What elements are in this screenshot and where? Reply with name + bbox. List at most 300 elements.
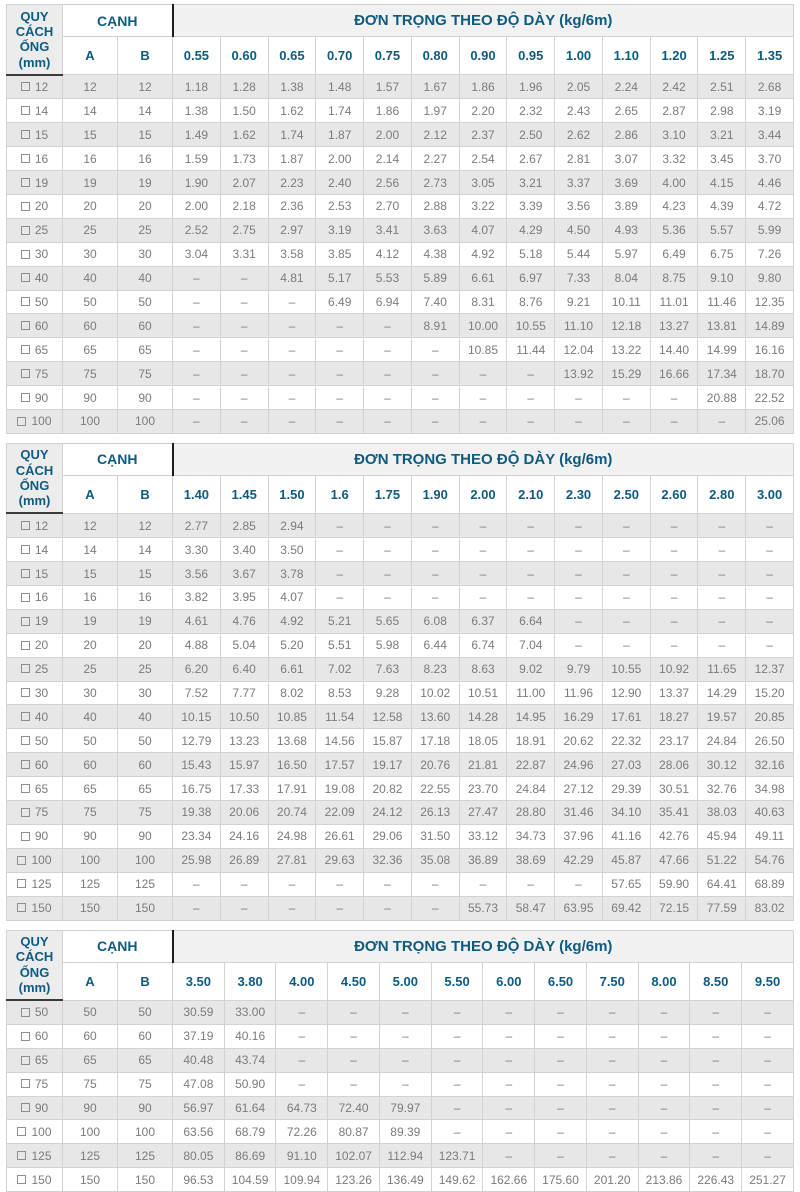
weight-value-cell: 5.65: [364, 609, 412, 633]
size-cell: [7, 1024, 63, 1048]
side-a-cell: 100: [63, 1120, 118, 1144]
size-cell: [7, 194, 63, 218]
size-label: 75: [34, 805, 49, 820]
weight-value-cell: 4.61: [173, 609, 221, 633]
weight-value-cell: 72.15: [650, 896, 698, 920]
weight-band-header: ĐƠN TRỌNG THEO ĐỘ DÀY (kg/6m): [173, 443, 794, 475]
side-a-cell: 12: [63, 75, 118, 99]
table-row: [7, 123, 794, 147]
weight-value-cell: –: [650, 562, 698, 586]
weight-value-cell: 3.50: [268, 538, 316, 562]
weight-value-cell: –: [220, 338, 268, 362]
weight-value-cell: 29.06: [364, 824, 412, 848]
weight-value-cell: 8.75: [650, 266, 698, 290]
table-row: [7, 290, 794, 314]
table-row: [7, 538, 794, 562]
weight-value-cell: –: [638, 1120, 690, 1144]
weight-value-cell: –: [555, 513, 603, 537]
weight-value-cell: 6.20: [173, 657, 221, 681]
weight-value-cell: 12.18: [602, 314, 650, 338]
weight-value-cell: –: [586, 1144, 638, 1168]
weight-value-cell: –: [555, 386, 603, 410]
weight-value-cell: 104.59: [224, 1168, 276, 1192]
weight-value-cell: 102.07: [328, 1144, 380, 1168]
weight-value-cell: –: [483, 1000, 535, 1024]
size-label: 12: [34, 518, 49, 533]
table-row: [7, 609, 794, 633]
weight-value-cell: 2.51: [698, 75, 746, 99]
size-cell: [7, 362, 63, 386]
weight-value-cell: 4.81: [268, 266, 316, 290]
weight-value-cell: –: [364, 513, 412, 537]
side-b-cell: 14: [118, 99, 173, 123]
weight-value-cell: –: [431, 1024, 483, 1048]
side-a-cell: 19: [63, 171, 118, 195]
size-label: 75: [34, 1077, 49, 1092]
weight-value-cell: 5.20: [268, 633, 316, 657]
weight-value-cell: 63.95: [555, 896, 603, 920]
size-label: 90: [34, 390, 49, 405]
weight-value-cell: –: [650, 633, 698, 657]
weight-value-cell: 14.95: [507, 705, 555, 729]
size-label: 90: [34, 829, 49, 844]
square-icon: [21, 736, 30, 745]
weight-value-cell: 6.49: [316, 290, 364, 314]
weight-value-cell: 9.21: [555, 290, 603, 314]
weight-value-cell: 30.59: [173, 1000, 225, 1024]
weight-value-cell: 2.85: [220, 513, 268, 537]
weight-value-cell: 4.07: [459, 218, 507, 242]
weight-value-cell: 2.37: [459, 123, 507, 147]
weight-value-cell: –: [459, 513, 507, 537]
table-row: [7, 633, 794, 657]
thickness-header: 4.00: [276, 962, 328, 1000]
weight-value-cell: 7.52: [173, 681, 221, 705]
weight-value-cell: 17.57: [316, 753, 364, 777]
weight-value-cell: –: [650, 586, 698, 610]
weight-value-cell: –: [650, 538, 698, 562]
weight-value-cell: –: [602, 513, 650, 537]
square-icon: [21, 297, 30, 306]
weight-value-cell: 1.57: [364, 75, 412, 99]
weight-value-cell: 20.06: [220, 801, 268, 825]
side-b-cell: 90: [118, 824, 173, 848]
weight-value-cell: –: [431, 1096, 483, 1120]
weight-value-cell: 1.50: [220, 99, 268, 123]
weight-value-cell: 15.43: [173, 753, 221, 777]
weight-value-cell: 20.62: [555, 729, 603, 753]
weight-value-cell: 7.26: [746, 242, 794, 266]
side-b-cell: 12: [118, 75, 173, 99]
weight-value-cell: 112.94: [379, 1144, 431, 1168]
weight-value-cell: 11.10: [555, 314, 603, 338]
size-label: 90: [34, 1101, 49, 1115]
weight-value-cell: 3.89: [602, 194, 650, 218]
weight-value-cell: –: [602, 609, 650, 633]
size-label: 50: [34, 1005, 49, 1020]
weight-value-cell: –: [698, 409, 746, 433]
side-b-cell: 20: [118, 194, 173, 218]
weight-value-cell: 13.23: [220, 729, 268, 753]
weight-value-cell: 32.76: [698, 777, 746, 801]
square-icon: [21, 393, 30, 402]
weight-value-cell: 7.63: [364, 657, 412, 681]
square-icon: [21, 226, 30, 235]
table-row: [7, 705, 794, 729]
weight-value-cell: 10.85: [459, 338, 507, 362]
weight-value-cell: –: [507, 586, 555, 610]
weight-value-cell: 47.08: [173, 1072, 225, 1096]
weight-value-cell: 3.05: [459, 171, 507, 195]
weight-value-cell: 2.00: [364, 123, 412, 147]
weight-value-cell: 13.81: [698, 314, 746, 338]
weight-value-cell: 17.34: [698, 362, 746, 386]
square-icon: [17, 1175, 26, 1184]
side-b-cell: 16: [118, 586, 173, 610]
thickness-header: 2.30: [555, 475, 603, 513]
side-b-cell: 14: [118, 538, 173, 562]
weight-value-cell: 11.44: [507, 338, 555, 362]
weight-value-cell: 68.89: [746, 872, 794, 896]
square-icon: [21, 82, 30, 91]
weight-value-cell: 77.59: [698, 896, 746, 920]
table-row: [7, 409, 794, 433]
weight-value-cell: 5.51: [316, 633, 364, 657]
weight-value-cell: 3.39: [507, 194, 555, 218]
weight-value-cell: 3.58: [268, 242, 316, 266]
weight-value-cell: 91.10: [276, 1144, 328, 1168]
weight-value-cell: 13.68: [268, 729, 316, 753]
col-b-header: B: [118, 475, 173, 513]
size-cell: [7, 729, 63, 753]
weight-value-cell: –: [650, 609, 698, 633]
size-cell: [7, 171, 63, 195]
weight-value-cell: 27.47: [459, 801, 507, 825]
weight-value-cell: –: [411, 562, 459, 586]
weight-value-cell: 12.58: [364, 705, 412, 729]
size-cell: [7, 1048, 63, 1072]
weight-value-cell: 9.28: [364, 681, 412, 705]
weight-value-cell: 149.62: [431, 1168, 483, 1192]
weight-value-cell: 50.90: [224, 1072, 276, 1096]
thickness-header: 3.80: [224, 962, 276, 1000]
weight-value-cell: 14.99: [698, 338, 746, 362]
size-cell: [7, 386, 63, 410]
weight-value-cell: 1.74: [268, 123, 316, 147]
weight-value-cell: –: [459, 562, 507, 586]
side-a-cell: 125: [63, 872, 118, 896]
weight-value-cell: –: [507, 386, 555, 410]
weight-value-cell: 3.37: [555, 171, 603, 195]
weight-table: [6, 930, 794, 1192]
weight-value-cell: 16.16: [746, 338, 794, 362]
weight-value-cell: 14.89: [746, 314, 794, 338]
weight-value-cell: 2.86: [602, 123, 650, 147]
table-row: [7, 242, 794, 266]
size-label: 20: [34, 199, 49, 214]
weight-value-cell: 22.55: [411, 777, 459, 801]
weight-value-cell: 33.12: [459, 824, 507, 848]
side-a-cell: 40: [63, 705, 118, 729]
weight-value-cell: –: [650, 513, 698, 537]
weight-value-cell: –: [746, 538, 794, 562]
weight-value-cell: 1.48: [316, 75, 364, 99]
weight-value-cell: –: [411, 513, 459, 537]
side-a-cell: 30: [63, 681, 118, 705]
weight-value-cell: –: [483, 1144, 535, 1168]
thickness-header: 2.60: [650, 475, 698, 513]
table-row: [7, 1000, 794, 1024]
weight-value-cell: 1.87: [268, 147, 316, 171]
weight-value-cell: –: [586, 1120, 638, 1144]
square-icon: [21, 641, 30, 650]
weight-value-cell: 80.05: [173, 1144, 225, 1168]
square-icon: [21, 1032, 30, 1041]
table-row: [7, 1096, 794, 1120]
weight-value-cell: –: [316, 409, 364, 433]
weight-value-cell: 3.82: [173, 586, 221, 610]
thickness-header: 1.35: [746, 37, 794, 75]
thickness-header: 0.55: [173, 37, 221, 75]
weight-value-cell: 2.23: [268, 171, 316, 195]
weight-value-cell: 13.92: [555, 362, 603, 386]
thickness-header: 2.00: [459, 475, 507, 513]
weight-value-cell: 24.98: [268, 824, 316, 848]
weight-value-cell: 7.02: [316, 657, 364, 681]
size-label: 50: [34, 294, 49, 309]
size-label: 30: [34, 686, 49, 701]
weight-band-header: ĐƠN TRỌNG THEO ĐỘ DÀY (kg/6m): [173, 5, 794, 37]
weight-value-cell: 27.12: [555, 777, 603, 801]
size-label: 25: [34, 223, 49, 238]
weight-value-cell: 6.40: [220, 657, 268, 681]
thickness-header: 9.50: [742, 962, 794, 1000]
weight-value-cell: 2.98: [698, 99, 746, 123]
weight-value-cell: 1.67: [411, 75, 459, 99]
weight-value-cell: –: [328, 1048, 380, 1072]
side-b-cell: 20: [118, 633, 173, 657]
thickness-header: 1.00: [555, 37, 603, 75]
weight-value-cell: –: [602, 538, 650, 562]
weight-value-cell: 17.33: [220, 777, 268, 801]
weight-value-cell: 51.22: [698, 848, 746, 872]
weight-value-cell: –: [555, 562, 603, 586]
weight-value-cell: 1.97: [411, 99, 459, 123]
weight-value-cell: 6.75: [698, 242, 746, 266]
weight-value-cell: 37.96: [555, 824, 603, 848]
weight-table: [6, 443, 794, 921]
weight-value-cell: –: [316, 513, 364, 537]
square-icon: [21, 273, 30, 282]
weight-value-cell: –: [742, 1144, 794, 1168]
weight-value-cell: 3.69: [602, 171, 650, 195]
weight-value-cell: –: [535, 1048, 587, 1072]
table-row: [7, 657, 794, 681]
weight-value-cell: 34.73: [507, 824, 555, 848]
weight-value-cell: 251.27: [742, 1168, 794, 1192]
weight-value-cell: 201.20: [586, 1168, 638, 1192]
table-row: [7, 1024, 794, 1048]
side-b-cell: 16: [118, 147, 173, 171]
table-row: [7, 1072, 794, 1096]
side-b-cell: 75: [118, 801, 173, 825]
size-cell: [7, 75, 63, 99]
weight-value-cell: 3.56: [555, 194, 603, 218]
weight-value-cell: 3.40: [220, 538, 268, 562]
weight-value-cell: 2.36: [268, 194, 316, 218]
weight-value-cell: –: [220, 409, 268, 433]
weight-value-cell: 26.89: [220, 848, 268, 872]
thickness-header: 1.50: [268, 475, 316, 513]
square-icon: [21, 202, 30, 211]
weight-value-cell: –: [638, 1048, 690, 1072]
size-label: 65: [34, 781, 49, 796]
size-label: 125: [31, 877, 52, 892]
weight-value-cell: –: [268, 362, 316, 386]
weight-value-cell: 27.81: [268, 848, 316, 872]
weight-value-cell: –: [535, 1096, 587, 1120]
weight-value-cell: –: [746, 513, 794, 537]
weight-value-cell: –: [742, 1072, 794, 1096]
weight-value-cell: 3.44: [746, 123, 794, 147]
weight-value-cell: 1.49: [173, 123, 221, 147]
weight-value-cell: 2.87: [650, 99, 698, 123]
weight-value-cell: 24.84: [507, 777, 555, 801]
square-icon: [21, 712, 30, 721]
weight-value-cell: 5.98: [364, 633, 412, 657]
weight-value-cell: 3.07: [602, 147, 650, 171]
thickness-header: 1.40: [173, 475, 221, 513]
weight-value-cell: 8.53: [316, 681, 364, 705]
thickness-header: 2.50: [602, 475, 650, 513]
weight-value-cell: –: [535, 1000, 587, 1024]
weight-value-cell: 3.56: [173, 562, 221, 586]
weight-value-cell: 6.49: [650, 242, 698, 266]
weight-value-cell: 1.74: [316, 99, 364, 123]
weight-value-cell: 16.75: [173, 777, 221, 801]
weight-value-cell: –: [431, 1072, 483, 1096]
weight-value-cell: –: [379, 1024, 431, 1048]
weight-value-cell: –: [459, 872, 507, 896]
thickness-header: 8.50: [690, 962, 742, 1000]
weight-value-cell: –: [276, 1024, 328, 1048]
thickness-header: 8.00: [638, 962, 690, 1000]
side-b-cell: 30: [118, 681, 173, 705]
size-label: 14: [34, 103, 49, 118]
size-label: 15: [34, 566, 49, 581]
weight-value-cell: –: [364, 586, 412, 610]
weight-value-cell: 10.15: [173, 705, 221, 729]
weight-value-cell: 26.50: [746, 729, 794, 753]
weight-value-cell: –: [507, 513, 555, 537]
side-a-cell: 100: [63, 848, 118, 872]
weight-value-cell: –: [602, 633, 650, 657]
weight-value-cell: 7.40: [411, 290, 459, 314]
weight-value-cell: 2.81: [555, 147, 603, 171]
weight-value-cell: –: [459, 586, 507, 610]
weight-value-cell: 8.04: [602, 266, 650, 290]
thickness-header: 0.95: [507, 37, 555, 75]
weight-value-cell: 5.57: [698, 218, 746, 242]
size-cell: [7, 242, 63, 266]
size-label: 100: [31, 1124, 52, 1139]
weight-value-cell: 31.50: [411, 824, 459, 848]
weight-value-cell: –: [690, 1024, 742, 1048]
weight-value-cell: –: [507, 409, 555, 433]
weight-value-cell: 3.32: [650, 147, 698, 171]
size-label: 16: [34, 151, 49, 166]
weight-value-cell: 42.76: [650, 824, 698, 848]
weight-value-cell: 12.04: [555, 338, 603, 362]
weight-value-cell: –: [173, 314, 221, 338]
weight-value-cell: 54.76: [746, 848, 794, 872]
weight-value-cell: 14.40: [650, 338, 698, 362]
size-label: 150: [31, 901, 52, 916]
weight-value-cell: 2.65: [602, 99, 650, 123]
weight-value-cell: 49.11: [746, 824, 794, 848]
weight-value-cell: –: [459, 362, 507, 386]
weight-value-cell: 11.96: [555, 681, 603, 705]
weight-value-cell: 20.82: [364, 777, 412, 801]
weight-value-cell: –: [507, 562, 555, 586]
weight-value-cell: 4.12: [364, 242, 412, 266]
weight-value-cell: –: [638, 1096, 690, 1120]
weight-value-cell: 109.94: [276, 1168, 328, 1192]
side-a-cell: 90: [63, 386, 118, 410]
col-b-header: B: [118, 962, 173, 1000]
size-cell: [7, 218, 63, 242]
weight-value-cell: –: [276, 1048, 328, 1072]
weight-value-cell: 6.97: [507, 266, 555, 290]
weight-value-cell: 38.69: [507, 848, 555, 872]
weight-value-cell: 63.56: [173, 1120, 225, 1144]
square-icon: [17, 1127, 26, 1136]
weight-value-cell: 2.73: [411, 171, 459, 195]
weight-value-cell: 3.19: [316, 218, 364, 242]
weight-value-cell: 11.54: [316, 705, 364, 729]
weight-value-cell: 4.92: [268, 609, 316, 633]
weight-value-cell: 17.91: [268, 777, 316, 801]
side-a-cell: 150: [63, 896, 118, 920]
weight-value-cell: 80.87: [328, 1120, 380, 1144]
side-a-cell: 19: [63, 609, 118, 633]
weight-value-cell: 10.92: [650, 657, 698, 681]
thickness-header: 0.90: [459, 37, 507, 75]
weight-value-cell: –: [316, 872, 364, 896]
weight-value-cell: 2.75: [220, 218, 268, 242]
weight-value-cell: 20.76: [411, 753, 459, 777]
weight-value-cell: –: [535, 1144, 587, 1168]
side-a-cell: 14: [63, 538, 118, 562]
size-label: 40: [34, 709, 49, 724]
weight-value-cell: –: [364, 896, 412, 920]
size-cell: [7, 99, 63, 123]
weight-value-cell: 24.16: [220, 824, 268, 848]
square-icon: [17, 903, 26, 912]
spec-header: QUY CÁCH ỐNG (mm): [7, 443, 63, 513]
weight-value-cell: 10.00: [459, 314, 507, 338]
weight-value-cell: –: [690, 1144, 742, 1168]
weight-value-cell: 1.73: [220, 147, 268, 171]
weight-value-cell: 32.36: [364, 848, 412, 872]
weight-value-cell: 10.02: [411, 681, 459, 705]
weight-value-cell: 56.97: [173, 1096, 225, 1120]
side-b-cell: 50: [118, 290, 173, 314]
weight-value-cell: 19.08: [316, 777, 364, 801]
weight-value-cell: 3.70: [746, 147, 794, 171]
weight-value-cell: 4.50: [555, 218, 603, 242]
weight-value-cell: –: [364, 562, 412, 586]
